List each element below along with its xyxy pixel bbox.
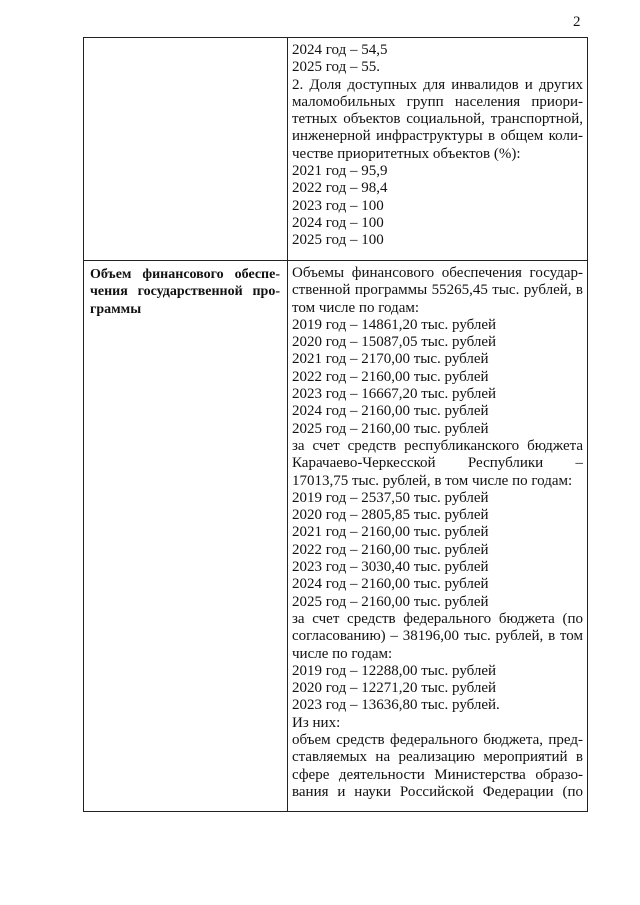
text-line: 2025 год – 55. [292,59,380,76]
text-line: 2022 год – 2160,00 тыс. рублей [292,541,489,558]
text-line: Объемы финансового обеспечения государ- [292,265,583,281]
text-line: ставляемых на реализацию мероприятий в [292,749,583,766]
column-divider [287,38,288,260]
text-line: за счет средств федерального бюджета (по [292,610,583,627]
text-line: 2023 год – 16667,20 тыс. рублей [292,386,497,403]
text-line: объем средств федерального бюджета, пред- [292,732,583,749]
text-line: Из них: [292,714,341,731]
column-divider [287,261,288,811]
text-line: 2024 год – 100 [292,214,384,231]
text-line: граммы [90,301,142,317]
text-line: вания и науки Российской Федерации (по [292,783,583,800]
financing-value-cell [292,265,583,801]
text-line: 17013,75 тыс. рублей, в том числе по годам: [292,472,573,489]
text-line: согласованию) – 38196,00 тыс. рублей, в том [292,628,583,645]
text-line: 2023 год – 100 [292,197,384,214]
text-line: числе по годам: [292,645,393,662]
text-line: 2023 год – 3030,40 тыс. рублей [292,559,489,576]
text-line: честве приоритетных объектов (%): [292,145,521,162]
text-line: за счет средств республиканского бюджета [292,437,583,454]
row1-value-cell [292,42,583,250]
text-line: 2021 год – 2170,00 тыс. рублей [292,351,489,368]
text-line: ственной программы 55265,45 тыс. рублей, в [292,282,583,299]
program-passport-table [83,37,588,812]
text-line: тетных объектов социальной, транспортной, [292,111,583,128]
text-line: 2020 год – 15087,05 тыс. рублей [292,334,497,351]
text-line: Карачаево-Черкесской Республики – [292,455,583,472]
text-line: 2020 год – 12271,20 тыс. рублей [292,680,497,697]
text-line: 2021 год – 2160,00 тыс. рублей [292,524,489,541]
page-number: 2 [573,14,581,30]
text-line: 2. Доля доступных для инвалидов и других [292,76,583,93]
text-line: 2022 год – 98,4 [292,180,388,197]
financing-label-cell [90,266,280,318]
text-line: маломобильных групп населения приори- [292,93,583,110]
text-line: инженерной инфраструктуры в общем коли- [292,128,583,145]
text-line: 2019 год – 2537,50 тыс. рублей [292,489,489,506]
text-line: 2023 год – 13636,80 тыс. рублей. [292,697,500,714]
text-line: 2020 год – 2805,85 тыс. рублей [292,507,489,524]
text-line: 2024 год – 54,5 [292,42,388,58]
text-line: чения государственной про- [90,284,280,300]
text-line: сфере деятельности Министерства образо- [292,766,583,783]
text-line: 2025 год – 100 [292,232,384,249]
table-row-indicators [84,38,587,260]
text-line: 2022 год – 2160,00 тыс. рублей [292,368,489,385]
text-line: 2025 год – 2160,00 тыс. рублей [292,420,489,437]
text-line: том числе по годам: [292,299,420,316]
text-line: 2025 год – 2160,00 тыс. рублей [292,593,489,610]
text-line: 2024 год – 2160,00 тыс. рублей [292,403,489,420]
text-line: 2021 год – 95,9 [292,163,388,180]
text-line: 2019 год – 12288,00 тыс. рублей [292,662,497,679]
text-line: Объем финансового обеспе- [90,267,280,282]
text-line: 2024 год – 2160,00 тыс. рублей [292,576,489,593]
text-line: 2019 год – 14861,20 тыс. рублей [292,316,497,333]
table-row-financing [84,260,587,811]
